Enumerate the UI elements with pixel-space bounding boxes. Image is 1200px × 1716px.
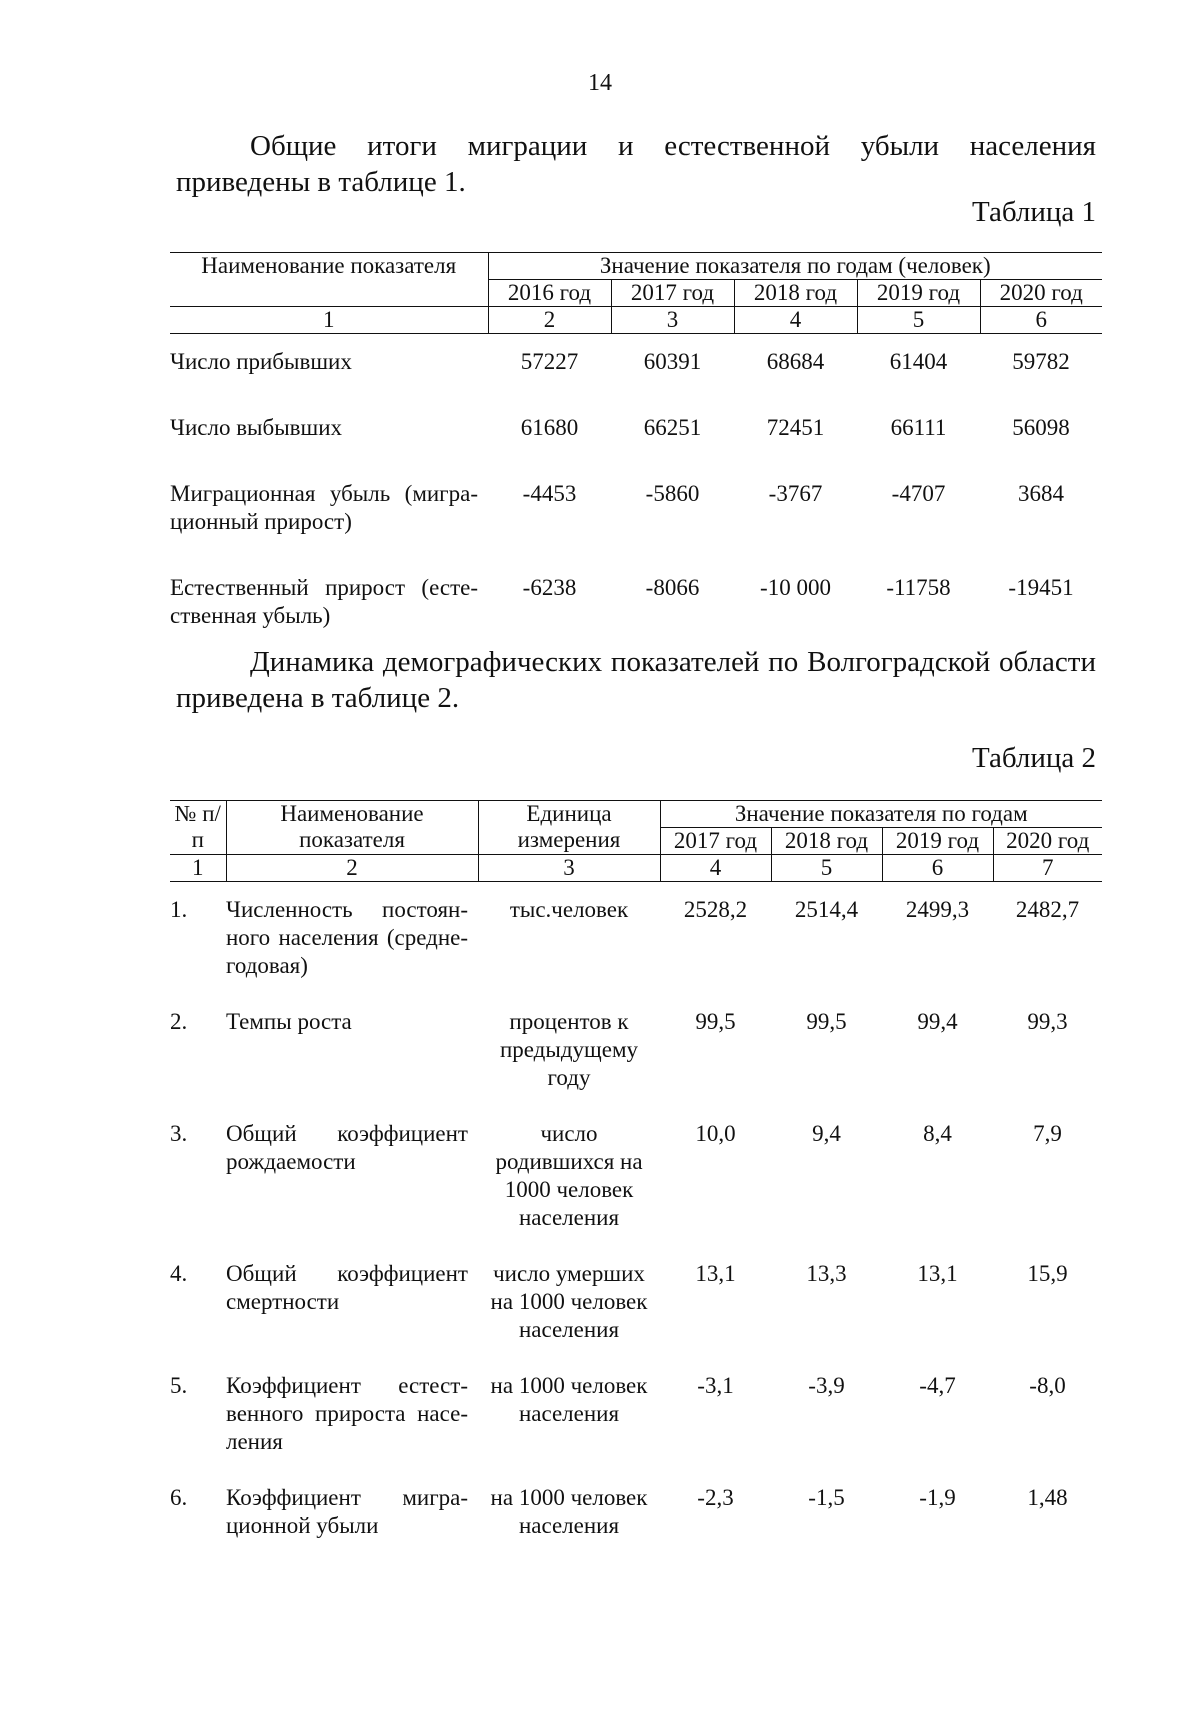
table-2-header-unit: Единица измерения (478, 801, 660, 855)
table-2-row-label: Темпы роста (226, 1009, 352, 1034)
table-1-cell: -10 000 (760, 575, 831, 600)
intro-paragraph-2 (176, 644, 1096, 716)
table-1-cell: -8066 (645, 575, 700, 600)
table-row (170, 400, 1102, 466)
table-1-cell: -19451 (1008, 575, 1074, 600)
table-1-cell: -11758 (886, 575, 951, 600)
table-2-row-number: 1. (170, 897, 188, 922)
table-2-row-number: 4. (170, 1261, 188, 1286)
table-1-cell: 68684 (766, 349, 825, 374)
table-1-cell: -4707 (891, 481, 946, 506)
table-2-column-number: 7 (993, 855, 1102, 882)
table-2-cell: -2,3 (697, 1485, 734, 1510)
table-1-year-header: 2017 год (611, 280, 734, 307)
table-1-cell: 3684 (1018, 481, 1064, 506)
table-2-header-group: Значение показателя по годам (660, 801, 1102, 828)
table-2-row-label: Общий коэффициент рождаемости (226, 1121, 468, 1174)
table-2-cell: 13,1 (695, 1261, 736, 1286)
table-2-cell: -1,9 (919, 1485, 956, 1510)
table-1-cell: 66111 (890, 415, 947, 440)
table-2-header-name: Наименование показателя (226, 801, 478, 855)
table-1-cell: -5860 (645, 481, 700, 506)
table-1-cell: 66251 (643, 415, 702, 440)
table-2-cell: 2499,3 (905, 897, 970, 922)
table-1-year-header: 2018 год (734, 280, 857, 307)
table-2-year-header: 2020 год (993, 828, 1102, 855)
table-1-cell: 61404 (889, 349, 948, 374)
table-row (170, 1484, 1102, 1568)
table-1-cell: -6238 (522, 575, 577, 600)
table-1-year-header: 2016 год (488, 280, 611, 307)
table-row (170, 1120, 1102, 1260)
table-1-cell: 72451 (766, 415, 825, 440)
table-2-cell: 13,1 (917, 1261, 958, 1286)
table-2-row-label: Общий коэффициент смертности (226, 1261, 468, 1314)
intro-paragraph-1-text: Общие итоги миграции и естественной убыли населения приведены в таблице 1. (176, 130, 1096, 198)
table-2-cell: -4,7 (919, 1373, 956, 1398)
table-2-column-number: 2 (226, 855, 478, 882)
table-2-cell: 2482,7 (1015, 897, 1080, 922)
table-1-column-number: 3 (611, 307, 734, 334)
table-2-year-header: 2019 год (882, 828, 993, 855)
table-1-cell: 60391 (643, 349, 702, 374)
table-2-row-unit: процентов к предыдущему году (499, 1009, 639, 1090)
table-2-row-number: 5. (170, 1373, 188, 1398)
intro-paragraph-1 (176, 128, 1096, 200)
table-2-cell: -3,9 (808, 1373, 845, 1398)
table-2-row-number: 6. (170, 1485, 188, 1510)
table-row (170, 1008, 1102, 1120)
table-1-cell: -3767 (768, 481, 823, 506)
table-2-row-label: Численность постоян-ного населения (средне-годовая) (226, 897, 468, 978)
table-2-row-label: Коэффициент естест-венного прироста насе-ления (226, 1373, 468, 1454)
table-row (170, 1260, 1102, 1372)
table-2-cell: -1,5 (808, 1485, 845, 1510)
table-2-cell: 99,3 (1027, 1009, 1068, 1034)
table-2-row-number: 2. (170, 1009, 188, 1034)
page-number: 14 (588, 70, 612, 96)
table-2-column-number: 3 (478, 855, 660, 882)
table-1-header-name: Наименование показателя (170, 253, 488, 307)
table-2-caption: Таблица 2 (971, 742, 1096, 774)
table-1-row-label: Миграционная убыль (мигра-ционный прирост) (170, 481, 478, 534)
table-2-row-unit: число родившихся на 1000 человек населения (495, 1121, 643, 1230)
table-row (170, 1372, 1102, 1484)
table-2-cell: 2528,2 (683, 897, 748, 922)
table-row (170, 334, 1102, 401)
table-1-header-group: Значение показателя по годам (человек) (488, 253, 1102, 280)
table-2-cell: 1,48 (1027, 1485, 1068, 1510)
table-2-header-no: № п/п (170, 801, 226, 855)
table-2-cell: 8,4 (923, 1121, 952, 1146)
table-2-cell: -8,0 (1029, 1373, 1066, 1398)
table-2-column-number: 1 (170, 855, 226, 882)
table-2-cell: 99,5 (806, 1009, 847, 1034)
table-1-column-number: 5 (857, 307, 980, 334)
table-2-column-number: 4 (660, 855, 771, 882)
table-2-row-unit: на 1000 человек населения (490, 1485, 648, 1538)
table-1-row-label: Число выбывших (170, 415, 343, 440)
table-1-row-label: Число прибывших (170, 349, 352, 374)
table-2-cell: 9,4 (812, 1121, 841, 1146)
table-1-year-header: 2020 год (980, 280, 1102, 307)
table-2-cell: 99,4 (917, 1009, 958, 1034)
table-row (170, 882, 1102, 1009)
table-1-column-number: 1 (170, 307, 488, 334)
table-2-row-unit: число умерших на 1000 человек населения (490, 1261, 648, 1342)
table-2-cell: 7,9 (1033, 1121, 1062, 1146)
table-2-cell: 2514,4 (794, 897, 859, 922)
table-2-row-number: 3. (170, 1121, 188, 1146)
table-2-row-unit: на 1000 человек населения (490, 1373, 648, 1426)
table-1-cell: -4453 (522, 481, 577, 506)
table-2-row-unit: тыс.человек (509, 897, 629, 922)
intro-paragraph-2-text: Динамика демографических показателей по Волгоградской области приведена в таблице 2. (176, 646, 1096, 714)
table-1-year-header: 2019 год (857, 280, 980, 307)
table-1-cell: 59782 (1012, 349, 1070, 374)
table-2-column-number: 6 (882, 855, 993, 882)
table-1-column-number: 6 (980, 307, 1102, 334)
table-2-cell: 10,0 (695, 1121, 736, 1146)
table-2-year-header: 2017 год (660, 828, 771, 855)
table-1-row-label: Естественный прирост (есте-ственная убыль) (170, 575, 478, 628)
table-1-column-number: 2 (488, 307, 611, 334)
table-2-cell: -3,1 (697, 1373, 734, 1398)
table-2 (170, 800, 1102, 1568)
table-1-column-number: 4 (734, 307, 857, 334)
table-2-cell: 15,9 (1027, 1261, 1068, 1286)
table-1 (170, 252, 1102, 630)
table-1-cell: 57227 (520, 349, 579, 374)
table-1-cell: 56098 (1012, 415, 1070, 440)
table-2-cell: 13,3 (806, 1261, 847, 1286)
table-row (170, 466, 1102, 560)
table-row (170, 560, 1102, 630)
table-2-row-label: Коэффициент мигра-ционной убыли (226, 1485, 468, 1538)
table-1-caption: Таблица 1 (971, 196, 1096, 228)
table-2-cell: 99,5 (695, 1009, 736, 1034)
table-2-column-number: 5 (771, 855, 882, 882)
table-1-cell: 61680 (520, 415, 579, 440)
table-2-year-header: 2018 год (771, 828, 882, 855)
